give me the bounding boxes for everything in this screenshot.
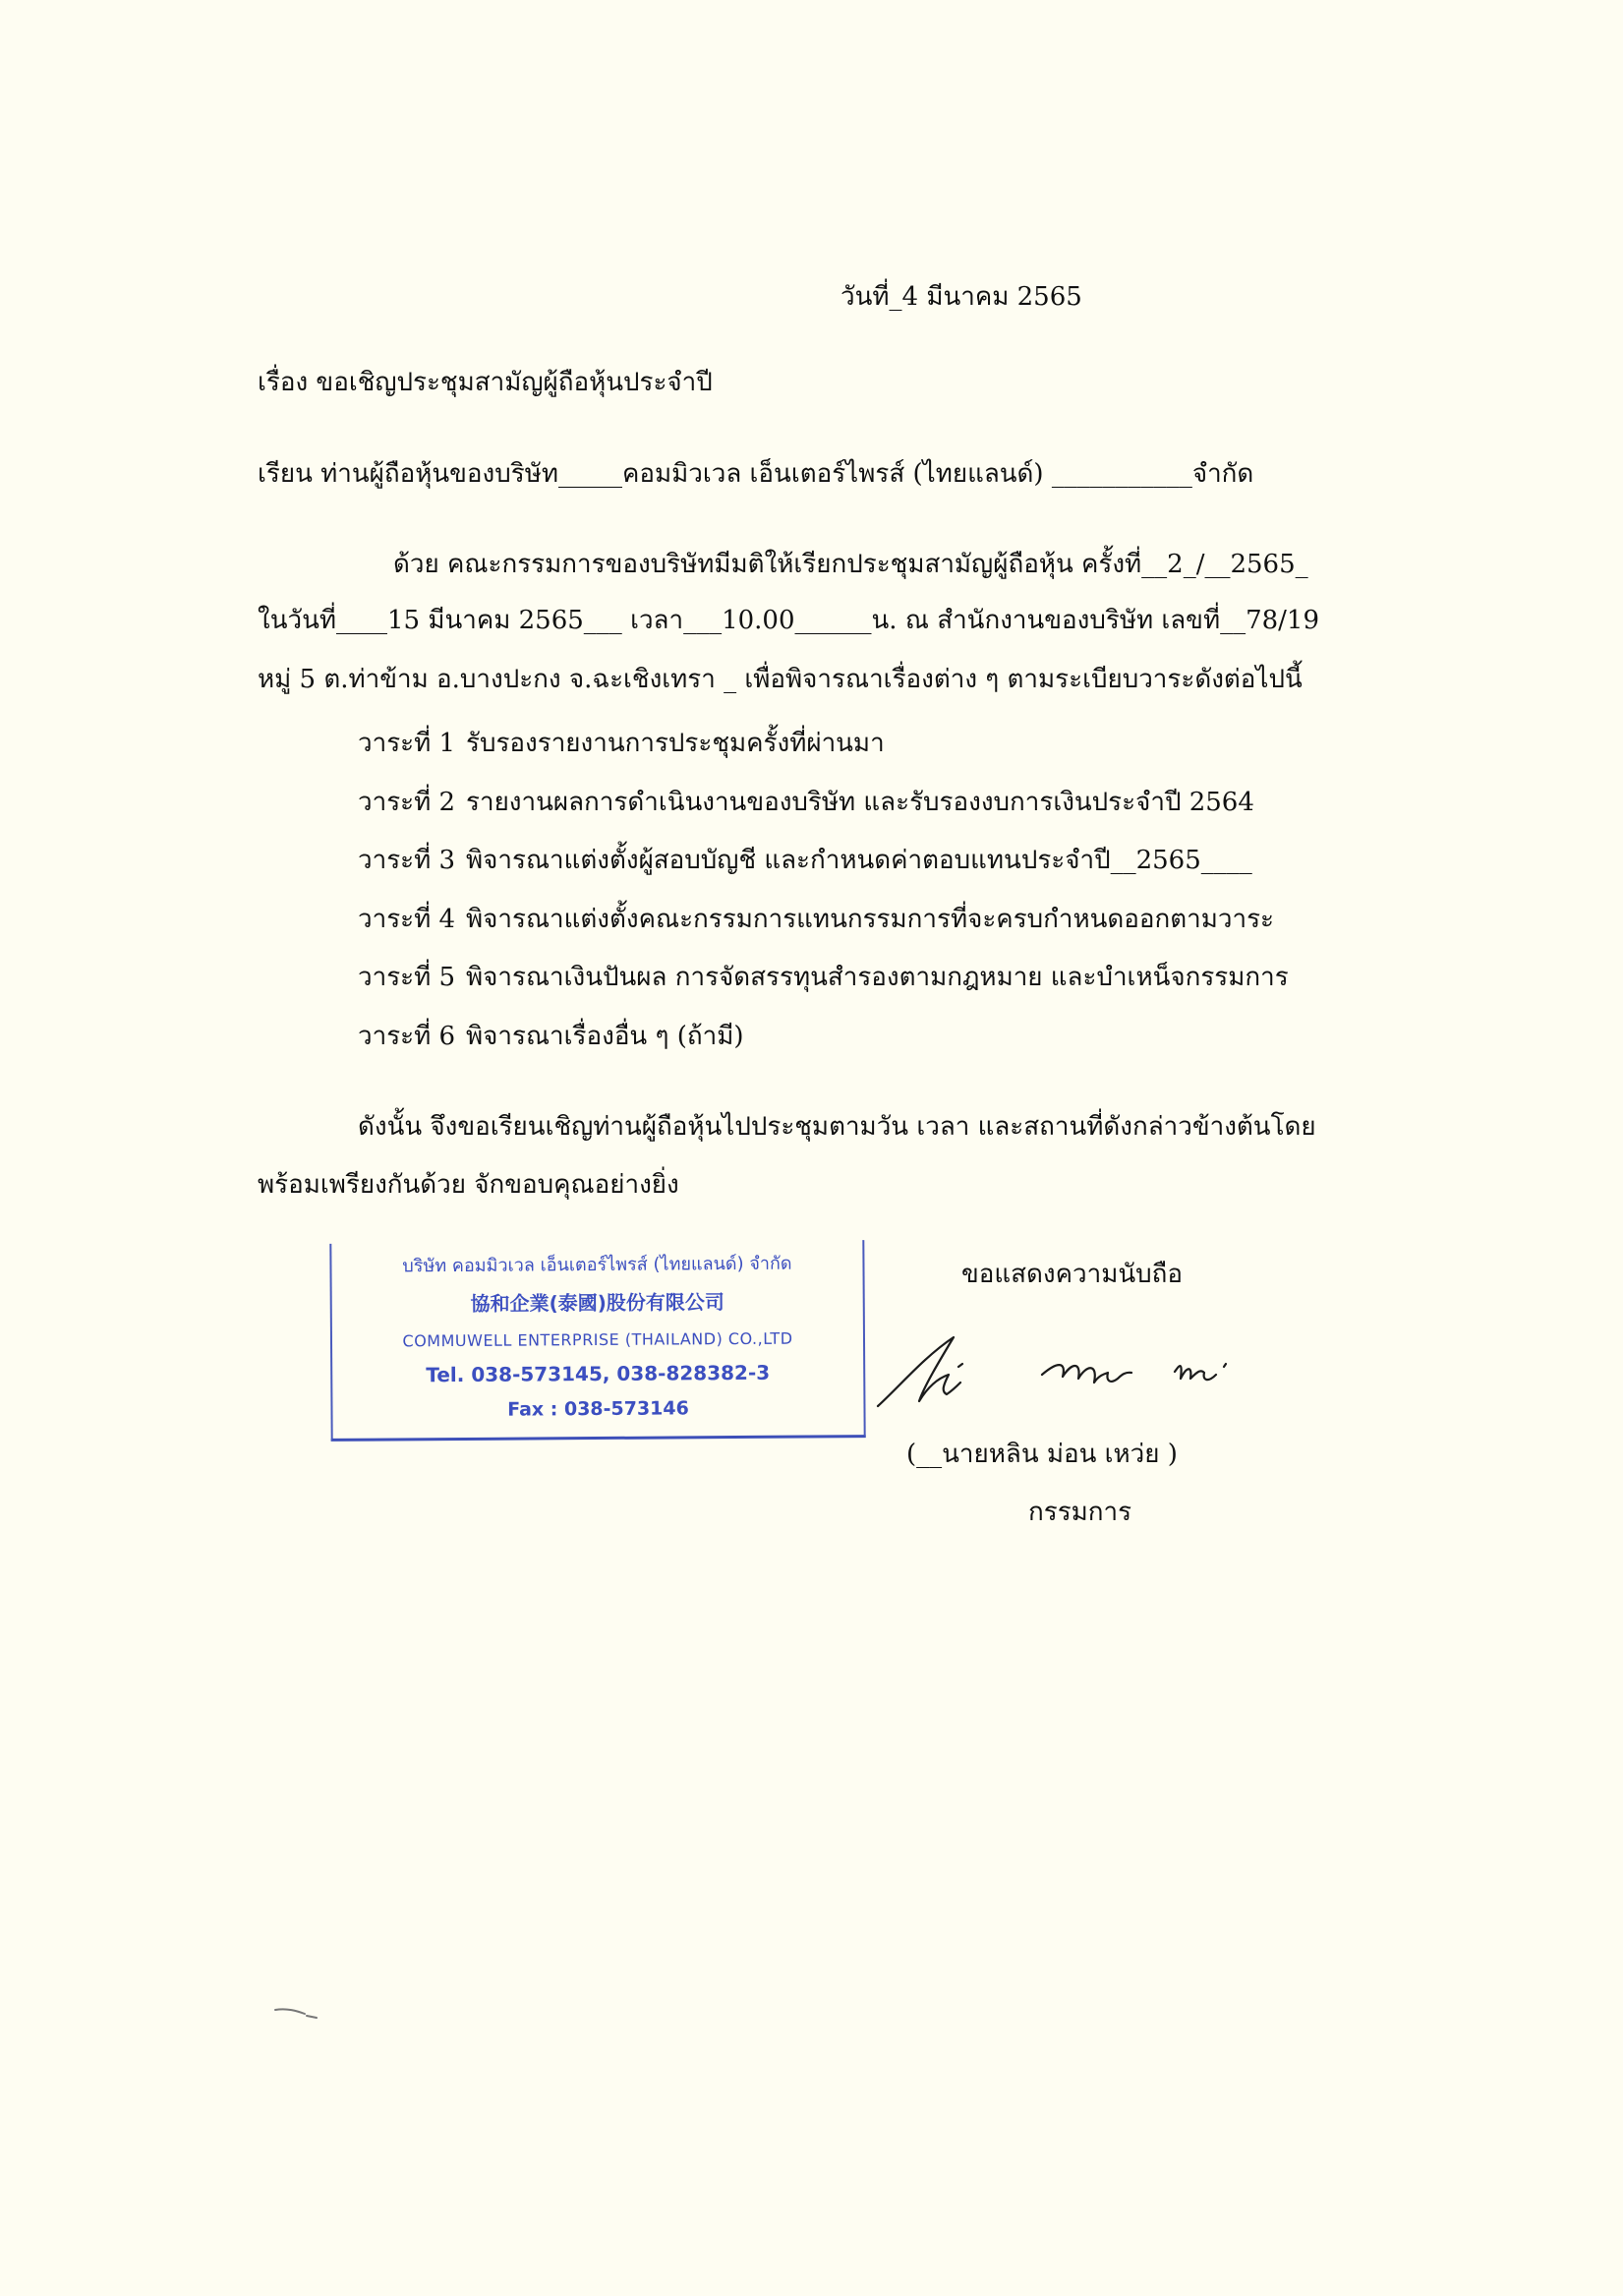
agenda-number: วาระที่ 6 (358, 1021, 456, 1051)
letter-subject: เรื่อง ขอเชิญประชุมสามัญผู้ถือหุ้นประจำปี (258, 368, 713, 397)
stamp-fax: Fax : 038-573146 (507, 1397, 689, 1421)
signer-name: (__นายหลิน ม่อน เหว่ย ) (906, 1440, 1178, 1469)
body-line-1: ด้วย คณะกรรมการของบริษัทมีมติให้เรียกประชุมสามัญผู้ถือหุ้น ครั้งที่__2_/__2565_ (393, 550, 1308, 579)
body-line-2: ในวันที่____15 มีนาคม 2565___ เวลา___10.00______น. ณ สำนักงานของบริษัท เลขที่__78/19 (258, 606, 1320, 635)
agenda-item (358, 723, 1289, 782)
ink-smudge-mark (273, 2002, 322, 2022)
conclusion-line-1: ดังนั้น จึงขอเรียนเชิญท่านผู้ถือหุ้นไปประชุมตามวัน เวลา และสถานที่ดังกล่าวข้างต้นโดย (358, 1112, 1316, 1142)
agenda-item (358, 840, 1289, 899)
company-stamp (329, 1240, 865, 1442)
stamp-telephone: Tel. 038-573145, 038-828382-3 (426, 1360, 771, 1387)
agenda-text: พิจารณาแต่งตั้งผู้สอบบัญชี และกำหนดค่าตอบแทนประจำปี__2565____ (466, 846, 1252, 875)
agenda-item (358, 782, 1289, 841)
signer-position: กรรมการ (1028, 1498, 1132, 1527)
agenda-item (358, 957, 1289, 1016)
agenda-list (358, 723, 1289, 1074)
letter-date: วันที่_4 มีนาคม 2565 (840, 282, 1082, 312)
agenda-item (358, 1016, 1289, 1075)
agenda-text: พิจารณาเงินปันผล การจัดสรรทุนสำรองตามกฎหมาย และบำเหน็จกรรมการ (466, 963, 1289, 992)
agenda-number: วาระที่ 3 (358, 846, 456, 875)
agenda-text: รับรองรายงานการประชุมครั้งที่ผ่านมา (466, 729, 885, 758)
agenda-item (358, 899, 1289, 958)
agenda-text: พิจารณาแต่งตั้งคณะกรรมการแทนกรรมการที่จะครบกำหนดออกตามวาระ (466, 904, 1275, 934)
agenda-text: รายงานผลการดำเนินงานของบริษัท และรับรองงบการเงินประจำปี 2564 (466, 787, 1254, 817)
conclusion-line-2: พร้อมเพรียงกันด้วย จักขอบคุณอย่างยิ่ง (258, 1170, 679, 1200)
stamp-english-name: COMMUWELL ENTERPRISE (THAILAND) CO.,LTD (402, 1328, 793, 1351)
agenda-number: วาระที่ 1 (358, 729, 456, 758)
handwritten-signature (870, 1318, 1263, 1426)
stamp-thai-name: บริษัท คอมมิวเวล เอ็นเตอร์ไพรส์ (ไทยแลนด์) จำกัด (402, 1253, 792, 1277)
closing-salutation: ขอแสดงความนับถือ (961, 1260, 1183, 1289)
stamp-chinese-name: 協和企業(泰國)股份有限公司 (470, 1290, 725, 1316)
agenda-number: วาระที่ 2 (358, 787, 456, 817)
agenda-number: วาระที่ 4 (358, 904, 456, 934)
letter-addressee: เรียน ท่านผู้ถือหุ้นของบริษัท_____คอมมิวเวล เอ็นเตอร์ไพรส์ (ไทยแลนด์) ___________จำกัด (258, 459, 1254, 489)
body-line-3: หมู่ 5 ต.ท่าข้าม อ.บางปะกง จ.ฉะเชิงเทรา _ เพื่อพิจารณาเรื่องต่าง ๆ ตามระเบียบวาระดังต่อไปนี้ (258, 665, 1303, 694)
agenda-text: พิจารณาเรื่องอื่น ๆ (ถ้ามี) (466, 1021, 744, 1051)
agenda-number: วาระที่ 5 (358, 963, 456, 992)
